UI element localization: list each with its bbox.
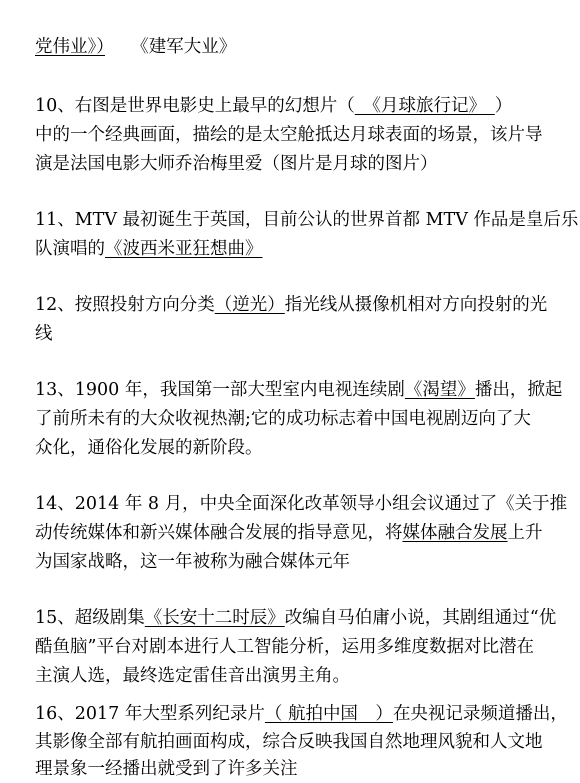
- q11-line-2: [35, 238, 575, 260]
- q10-line-2: [35, 124, 575, 146]
- q13-line-2: [35, 408, 575, 430]
- q15-line-1: [35, 607, 575, 629]
- q15-l1-tail: 改编自马伯庸小说，其剧组通过“优: [284, 608, 557, 628]
- q14-line-1: [35, 493, 575, 515]
- q10-l1-tail: ）: [494, 96, 513, 116]
- q10-l3-text: 演是法国电影大师乔治梅里爱（图片是月球的图片）: [35, 154, 438, 174]
- q13-line-1: [35, 379, 575, 401]
- q12-l2-text: 线: [35, 324, 53, 344]
- q12-answer: （逆光）: [214, 295, 285, 315]
- q13-l1-tail: 播出，掀起: [474, 380, 563, 400]
- q14-l2-text: 动传统媒体和新兴媒体融合发展的指导意见，将: [35, 523, 403, 543]
- q14-l1-text: 14、2014 年 8 月，中央全面深化改革领导小组会议通过了《关于推: [35, 494, 568, 514]
- q10-line-3: [35, 153, 575, 175]
- q10-answer: 《月球旅行记》: [354, 96, 495, 116]
- q13-answer: 《渴望》: [404, 380, 475, 400]
- q15-line-3: [35, 665, 575, 687]
- q12-l1-tail: 指光线从摄像机相对方向投射的光: [284, 295, 548, 315]
- intro-tail-title: 《建军大业》: [140, 37, 237, 57]
- q12-l1-text: 12、按照投射方向分类: [35, 295, 215, 315]
- q11-answer: 《波西米亚狂想曲》: [105, 239, 263, 259]
- q13-line-3: [35, 437, 575, 459]
- q14-l3-text: 为国家战略，这一年被称为融合媒体元年: [35, 552, 350, 572]
- q13-l1-text: 13、1900 年，我国第一部大型室内电视连续剧: [35, 380, 405, 400]
- q10-line-1: [35, 95, 575, 117]
- q16-line-2: [35, 731, 575, 753]
- q10-l2-text: 中的一个经典画面，描绘的是太空舱抵达月球表面的场景，该片导: [35, 125, 543, 145]
- q16-l2-text: 其影像全部有航拍画面构成，综合反映我国自然地理风貌和人文地: [35, 732, 543, 752]
- q13-l3-text: 众化，通俗化发展的新阶段。: [35, 438, 263, 458]
- q15-line-2: [35, 636, 575, 658]
- intro-tail-underlined: 党伟业》）: [35, 37, 105, 57]
- q11-line-1: [35, 209, 579, 231]
- q16-answer: （ 航拍中国 ）: [264, 704, 393, 724]
- q14-answer: 媒体融合发展: [402, 523, 508, 543]
- q14-l2-tail: 上升: [507, 523, 543, 543]
- q16-line-1: [35, 703, 575, 725]
- intro-tail-line: [35, 36, 575, 58]
- q14-line-2: [35, 522, 575, 544]
- q15-answer: 《长安十二时辰》: [144, 608, 285, 628]
- q14-line-3: [35, 551, 575, 573]
- q10-l1-text: 10、右图是世界电影史上最早的幻想片（: [35, 96, 355, 116]
- q11-l1-text: 11、MTV 最初诞生于英国，目前公认的世界首都 MTV 作品是皇后乐: [35, 210, 579, 230]
- q16-l1-tail: 在央视记录频道播出，: [392, 704, 568, 724]
- q16-l1-text: 16、2017 年大型系列纪录片: [35, 704, 265, 724]
- q13-l2-text: 了前所未有的大众收视热潮;它的成功标志着中国电视剧迈向了大: [35, 409, 531, 429]
- q16-line-3: [35, 758, 575, 780]
- q12-line-2: [35, 323, 575, 345]
- q15-l3-text: 主演人选，最终选定雷佳音出演男主角。: [35, 666, 350, 686]
- q15-l2-text: 酷鱼脑”平台对剧本进行人工智能分析，运用多维度数据对比潜在: [35, 637, 534, 657]
- q11-l2-text: 队演唱的: [35, 239, 105, 259]
- q12-line-1: [35, 294, 575, 316]
- q15-l1-text: 15、超级剧集: [35, 608, 145, 628]
- q16-l3-text: 理景象一经播出就受到了许多关注: [35, 759, 298, 779]
